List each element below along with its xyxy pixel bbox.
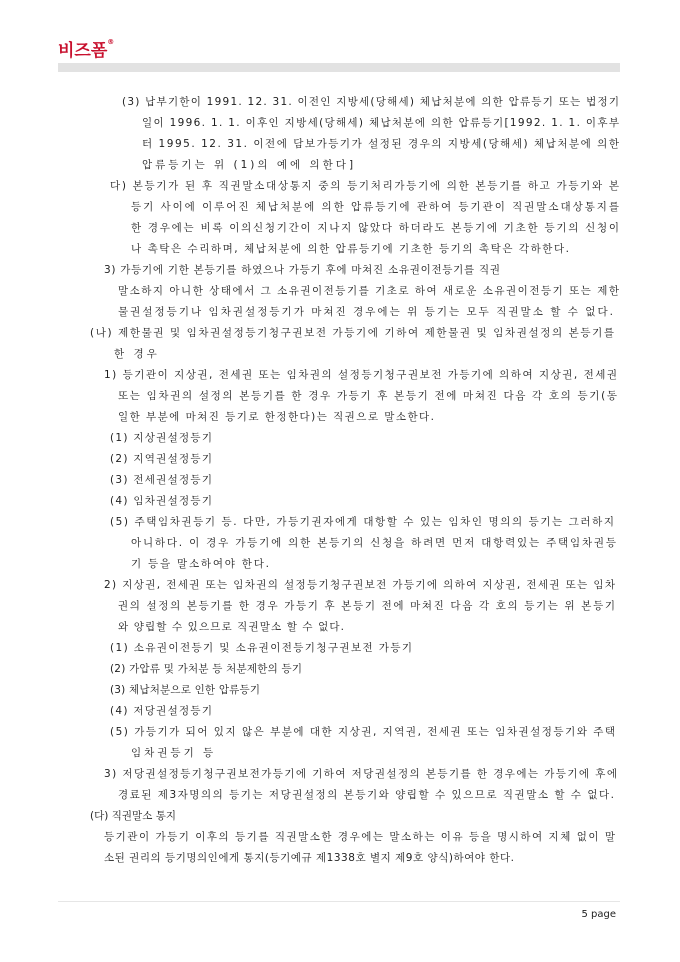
text-line: 소된 권리의 등기명의인에게 통지(등기예규 제1338호 별지 제9호 양식)하여야 한다. xyxy=(104,852,515,864)
page-header xyxy=(0,0,680,72)
text-line: 일한 부분에 마쳐진 등기로 한정한다)는 직권으로 말소한다. xyxy=(118,411,436,423)
text-line: 3) 가등기에 기한 본등기를 하였으나 가등기 후에 마쳐진 소유권이전등기를 직권 xyxy=(104,264,501,276)
text-line: (나) 제한물권 및 임차권설정등기청구권보전 가등기에 기하여 제한물권 및 임차권설정의 본등기를 xyxy=(90,327,616,339)
text-line: 3) 저당권설정등기청구권보전가등기에 기하여 저당권설정의 본등기를 한 경우에는 가등기에 후에 xyxy=(104,768,619,780)
text-line: (3) 체납처분으로 인한 압류등기 xyxy=(110,684,261,696)
text-line: (다) 직권말소 통지 xyxy=(90,810,177,822)
text-line: 물권설정등기나 임차권설정등기가 마쳐진 경우에는 위 등기는 모두 직권말소 할 수 없다. xyxy=(118,306,615,318)
text-line: (3) 전세권설정등기 xyxy=(110,474,214,486)
logo-text: 비즈폼 xyxy=(58,41,108,61)
text-line: (2) 가압류 및 가처분 등 처분제한의 등기 xyxy=(110,663,303,675)
text-line: 경료된 제3자명의의 등기는 저당권설정의 본등기와 양립할 수 있으므로 직권말소 할 수 없다. xyxy=(118,789,616,801)
text-line: 등기 사이에 이루어진 체납처분에 의한 압류등기에 관하여 등기관이 직권말소대상통지를 xyxy=(131,201,621,213)
text-line: (1) 지상권설정등기 xyxy=(110,432,214,444)
text-line: (4) 임차권설정등기 xyxy=(110,495,214,507)
text-line: 등기관이 가등기 이후의 등기를 직권말소한 경우에는 말소하는 이유 등을 명시하여 지체 없이 말 xyxy=(104,831,617,843)
page-number: 5 page xyxy=(581,909,616,920)
text-line: (5) 가등기가 되어 있지 않은 부분에 대한 지상권, 지역권, 전세권 또는 임차권설정등기와 주택 xyxy=(110,726,617,738)
text-line: 나 촉탁은 수리하며, 체납처분에 의한 압류등기에 기초한 등기의 촉탁은 각하한다. xyxy=(131,243,571,255)
text-line: 1) 등기관이 지상권, 전세권 또는 임차권의 설정등기청구권보전 가등기에 의하여 지상권, 전세권 xyxy=(104,369,619,381)
header-divider-bar xyxy=(58,63,620,72)
text-line: 와 양립할 수 있으므로 직권말소 할 수 없다. xyxy=(118,621,346,633)
text-line: (4) 저당권설정등기 xyxy=(110,705,214,717)
text-line: 일이 1996. 1. 1. 이후인 지방세(당해세) 체납처분에 의한 압류등기[1992. 1. 1. 이후부 xyxy=(142,117,621,129)
text-line: 또는 임차권의 설정의 본등기를 한 경우 가등기 후 본등기 전에 마쳐진 다음 각 호의 등기(동 xyxy=(118,390,619,402)
text-line: 권의 설정의 본등기를 한 경우 가등기 후 본등기 전에 마쳐진 다음 각 호의 등기는 위 본등기 xyxy=(118,600,617,612)
text-line: (1) 소유권이전등기 및 소유권이전등기청구권보전 가등기 xyxy=(110,642,414,654)
registered-mark: ® xyxy=(107,38,115,46)
text-line: (2) 지역권설정등기 xyxy=(110,453,214,465)
text-line: 압류등기는 위 (1)의 예에 의한다] xyxy=(142,159,357,171)
footer-divider xyxy=(58,901,620,902)
text-line: (3) 납부기한이 1991. 12. 31. 이전인 지방세(당해세) 체납처분에 의한 압류등기 또는 법정기 xyxy=(122,96,621,108)
text-line: 다) 본등기가 된 후 직권말소대상통지 중의 등기처리가등기에 의한 본등기를 하고 가등기와 본 xyxy=(110,180,621,192)
text-line: 기 등을 말소하여야 한다. xyxy=(131,558,271,570)
text-line: 말소하지 아니한 상태에서 그 소유권이전등기를 기초로 하여 새로운 소유권이전등기 또는 제한 xyxy=(118,285,621,297)
text-line: 임차권등기 등 xyxy=(131,747,217,759)
bizform-logo xyxy=(58,36,114,61)
text-line: 2) 지상권, 전세권 또는 임차권의 설정등기청구권보전 가등기에 의하여 지상권, 전세권 또는 임차 xyxy=(104,579,617,591)
text-line: 터 1995. 12. 31. 이전에 담보가등기가 설정된 경우의 지방세(당해세) 체납처분에 의한 xyxy=(142,138,621,150)
text-line: (5) 주택임차권등기 등. 다만, 가등기권자에게 대항할 수 있는 임차인 명의의 등기는 그러하지 xyxy=(110,516,616,528)
text-line: 한 경우에는 비록 이의신청기간이 지나지 않았다 하더라도 본등기에 기초한 등기의 신청이 xyxy=(131,222,621,234)
text-line: 아니하다. 이 경우 가등기에 의한 본등기의 신청을 하려면 먼저 대항력있는 주택임차권등 xyxy=(131,537,618,549)
text-line: 한 경우 xyxy=(114,348,160,360)
